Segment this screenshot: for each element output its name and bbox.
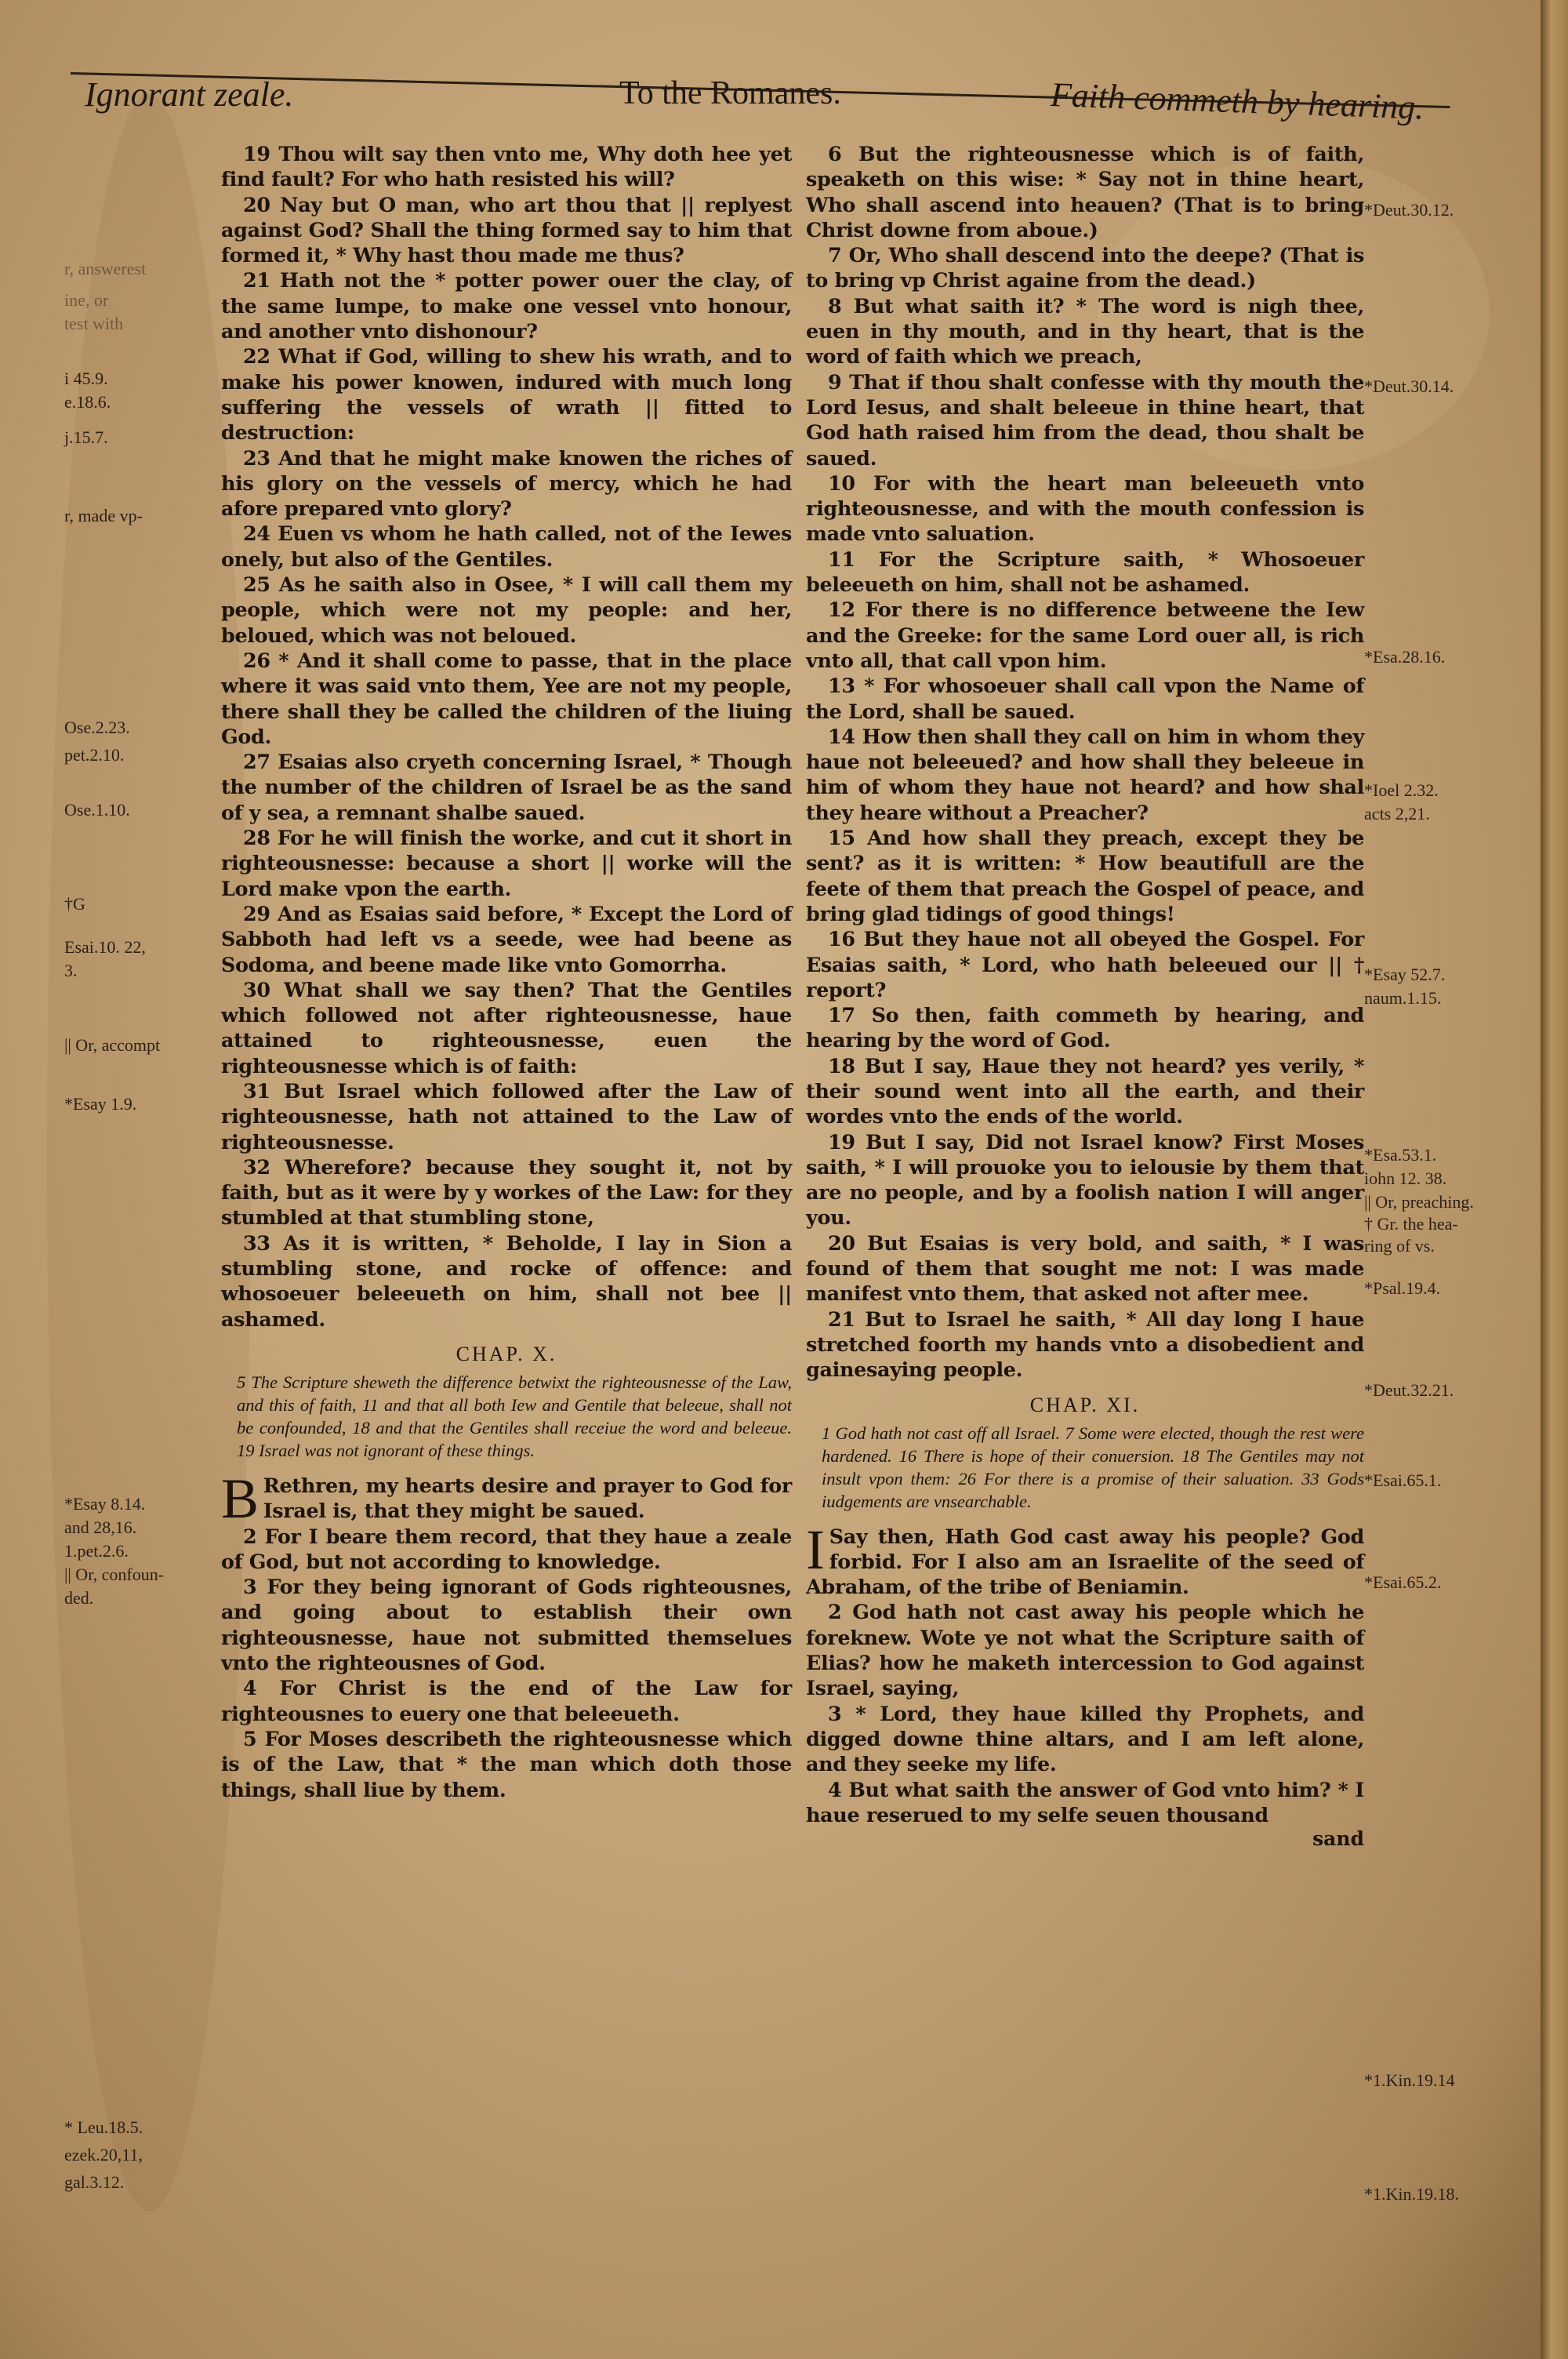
running-head-left: Ignorant zeale.: [85, 75, 294, 114]
margin-note: *Esa.53.1.: [1364, 1145, 1437, 1165]
verse: 8 But what saith it? * The word is nigh thee, euen in thy mouth, and in thy heart, that is the word of faith which we preach,: [806, 293, 1364, 369]
verse: 16 But they haue not all obeyed the Gospel. For Esaias saith, * Lord, who hath beleeued our || † report?: [806, 927, 1364, 1001]
chapter-opening: [221, 1467, 792, 1530]
drop-cap: I: [806, 1518, 825, 1581]
margin-note: e.18.6.: [64, 392, 111, 412]
margin-note: *1.Kin.19.18.: [1364, 2184, 1459, 2204]
chapter-opening: [806, 1518, 1364, 1600]
verse: 4 But what saith the answer of God vnto him? * I haue reserued to my selfe seuen thousand: [806, 1777, 1364, 1826]
margin-note: j.15.7.: [64, 427, 108, 447]
verse: 15 And how shall they preach, except they be sent? as it is written: * How beautifull are the feete of them that preach the Gospel of peace, and bring glad tidings of good things!: [806, 826, 1364, 925]
margin-note: Ose.1.10.: [64, 800, 130, 820]
margin-note: || Or, confoun-: [64, 1565, 165, 1584]
margin-note: *1.Kin.19.14: [1364, 2070, 1455, 2090]
verse: 27 Esaias also cryeth concerning Israel, * Though the number of the children of Israel be as the sand of y sea, a remnant shalbe saued.: [221, 750, 792, 824]
drop-cap: B: [221, 1467, 259, 1530]
margin-note: *Esa.28.16.: [1364, 647, 1446, 667]
running-head-right: Faith commeth by hearing.: [1050, 75, 1425, 127]
margin-note: * Leu.18.5.: [64, 2117, 143, 2137]
margin-note: ine, or: [64, 290, 109, 310]
margin-note: 1.pet.2.6.: [64, 1541, 129, 1561]
verse: 7 Or, Who shall descend into the deepe? (That is to bring vp Christ againe from the dead.): [806, 243, 1364, 293]
verse: 22 What if God, willing to shew his wrath, and to make his power knowen, indured with much long suffering the vessels of wrath || fitted to destruction:: [221, 344, 792, 445]
margin-note: † Gr. the hea-: [1364, 1214, 1458, 1234]
margin-note: r, made vp-: [64, 506, 143, 525]
verse: 21 But to Israel he saith, * All day long I haue stretched foorth my hands vnto a disobedient and gainesaying people.: [806, 1307, 1364, 1382]
margin-note: and 28,16.: [64, 1518, 137, 1537]
verse: 18 But I say, Haue they not heard? yes verily, * their sound went into all the earth, and their wordes vnto the ends of the world.: [806, 1053, 1364, 1129]
margin-note: ring of vs.: [1364, 1236, 1435, 1256]
margin-note: acts 2,21.: [1364, 804, 1430, 823]
margin-note: ezek.20,11,: [64, 2145, 143, 2165]
verse: 5 For Moses describeth the righteousnesse which is of the Law, that * the man which doth those things, shall liue by them.: [221, 1726, 792, 1801]
margin-note: pet.2.10.: [64, 745, 125, 765]
verse: 13 * For whosoeuer shall call vpon the Name of the Lord, shall be saued.: [806, 674, 1364, 723]
verse: 17 So then, faith commeth by hearing, and hearing by the word of God.: [806, 1003, 1364, 1052]
running-head-center: To the Romanes.: [619, 75, 841, 111]
chapter-summary: 1 God hath not cast off all Israel. 7 Some were elected, though the rest were hardened. 16 There is hope of their conuersion. 18 The Gentiles may not insult vpon them: 26 For there is a promise of their saluation. 33 Gods iudgements are vnsearchable.: [822, 1423, 1364, 1511]
margin-note: *Esai.65.2.: [1364, 1572, 1442, 1592]
margin-note: Ose.2.23.: [64, 718, 130, 737]
margin-note: gal.3.12.: [64, 2172, 125, 2192]
verse: 26 * And it shall come to passe, that in the place where it was said vnto them, Yee are not my people, there shall they be called the children of the liuing God.: [221, 648, 792, 748]
margin-note: *Psal.19.4.: [1364, 1278, 1441, 1298]
margin-note: *Deut.30.12.: [1364, 200, 1454, 220]
verse: 31 But Israel which followed after the Law of righteousnesse, hath not attained to the Law of righteousnesse.: [221, 1078, 792, 1154]
verse: 24 Euen vs whom he hath called, not of the Iewes onely, but also of the Gentiles.: [221, 522, 792, 571]
margin-note: †G: [64, 894, 85, 914]
verse: 21 Hath not the * potter power ouer the clay, of the same lumpe, to make one vessel vnto honour, and another vnto dishonour?: [221, 268, 792, 343]
verse: 2 God hath not cast away his people which he foreknew. Wote ye not what the Scripture saith of Elias? how he maketh intercession to God against Israel, saying,: [806, 1600, 1364, 1700]
left-column: [221, 141, 792, 1802]
margin-note: *Esay 1.9.: [64, 1094, 137, 1114]
verse: 19 But I say, Did not Israel know? First Moses saith, * I will prouoke you to ielousie by them that are no people, and by a foolish nation I will anger you.: [806, 1129, 1364, 1230]
verse: 25 As he saith also in Osee, * I will call them my people, which were not my people: and her, beloued, which was not beloued.: [221, 572, 792, 647]
verse: 4 For Christ is the end of the Law for righteousnes to euery one that beleeueth.: [221, 1676, 792, 1725]
verse: 9 That if thou shalt confesse with thy mouth the Lord Iesus, and shalt beleeue in thine heart, that God hath raised him from the dead, thou shalt be saued.: [806, 369, 1364, 470]
margin-note: || Or, accompt: [64, 1035, 161, 1055]
verse: 29 And as Esaias said before, * Except the Lord of Sabboth had left vs a seede, wee had beene as Sodoma, and beene made like vnto Gomorrha.: [221, 901, 792, 976]
verse: 20 Nay but O man, who art thou that || replyest against God? Shall the thing formed say to him that formed it, * Why hast thou made me thus?: [221, 192, 792, 267]
margin-note: iohn 12. 38.: [1364, 1169, 1447, 1188]
verse: 3 For they being ignorant of Gods righteousnes, and going about to establish their own righteousnesse, haue not submitted themselues vnto the righteousnes of God.: [221, 1575, 792, 1675]
verse: 12 For there is no difference betweene the Iew and the Greeke: for the same Lord ouer all, is rich vnto all, that call vpon him.: [806, 598, 1364, 672]
margin-note: test with: [64, 314, 124, 333]
margin-note: *Esai.65.1.: [1364, 1470, 1442, 1490]
margin-note: naum.1.15.: [1364, 988, 1442, 1008]
verse: 23 And that he might make knowen the riches of his glory on the vessels of mercy, which he had afore prepared vnto glory?: [221, 445, 792, 521]
margin-note: ded.: [64, 1588, 94, 1608]
verse: 19 Thou wilt say then vnto me, Why doth hee yet find fault? For who hath resisted his will?: [221, 142, 792, 191]
margin-note: *Esay 52.7.: [1364, 965, 1446, 984]
verse: 2 For I beare them record, that they haue a zeale of God, but not according to knowledge.: [221, 1524, 792, 1573]
opening-text: Rethren, my hearts desire and prayer to God for Israel is, that they might be saued.: [263, 1473, 792, 1523]
catchword: sand: [1312, 1827, 1364, 1851]
margin-note: || Or, preaching.: [1364, 1192, 1474, 1212]
verse: 11 For the Scripture saith, * Whosoeuer beleeueth on him, shall not be ashamed.: [806, 547, 1364, 597]
verse: 6 But the righteousnesse which is of faith, speaketh on this wise: * Say not in thine heart, Who shall ascend into heauen? (That is to bring Christ downe from aboue.): [806, 142, 1364, 242]
margin-note: *Deut.32.21.: [1364, 1380, 1454, 1400]
verse: 33 As it is written, * Beholde, I lay in Sion a stumbling stone, and rocke of offence: and whosoeuer beleeueth on him, shall not bee || ashamed.: [221, 1230, 792, 1331]
chapter-summary: 5 The Scripture sheweth the difference betwixt the righteousnesse of the Law, and this of faith, 11 and that all both Iew and Gentile that beleeue, shall not be confounded, 18 and that the Gentiles shall receiue the word and beleeue. 19 Israel was not ignorant of these things.: [237, 1372, 792, 1460]
margin-note: i 45.9.: [64, 369, 108, 388]
opening-text: Say then, Hath God cast away his people? God forbid. For I also am an Israelite of the seed of Abraham, of the tribe of Beniamin.: [806, 1524, 1364, 1599]
margin-note: Esai.10. 22,: [64, 937, 146, 957]
margin-note: 3.: [64, 961, 78, 980]
verse: 10 For with the heart man beleeueth vnto righteousnesse, and with the mouth confession is made vnto saluation.: [806, 471, 1364, 546]
margin-note: r, answerest: [64, 259, 147, 278]
margin-note: *Ioel 2.32.: [1364, 780, 1439, 800]
verse: 32 Wherefore? because they sought it, not by faith, but as it were by y workes of the Law: for they stumbled at that stumbling stone,: [221, 1154, 792, 1230]
margin-note: *Deut.30.14.: [1364, 376, 1454, 396]
chapter-heading: CHAP. XI.: [1029, 1393, 1141, 1416]
verse: 3 * Lord, they haue killed thy Prophets, and digged downe thine altars, and I am left alone, and they seeke my life.: [806, 1701, 1364, 1776]
margin-note: *Esay 8.14.: [64, 1494, 146, 1514]
verse: 28 For he will finish the worke, and cut it short in righteousnesse: because a short || worke will the Lord make vpon the earth.: [221, 826, 792, 900]
next-page-edge: [1541, 0, 1568, 2359]
right-column: [806, 141, 1364, 1850]
chapter-heading: CHAP. X.: [456, 1342, 557, 1365]
verse: 30 What shall we say then? That the Gentiles which followed not after righteousnesse, haue attained to righteousnesse, euen the righteousnesse which is of faith:: [221, 977, 792, 1078]
verse: 14 How then shall they call on him in whom they haue not beleeued? and how shall they beleeue in him of whom they haue not heard? and how shal they heare without a Preacher?: [806, 724, 1364, 824]
verse: 20 But Esaias is very bold, and saith, * I was found of them that sought me not: I was made manifest vnto them, that asked not after mee.: [806, 1230, 1364, 1306]
